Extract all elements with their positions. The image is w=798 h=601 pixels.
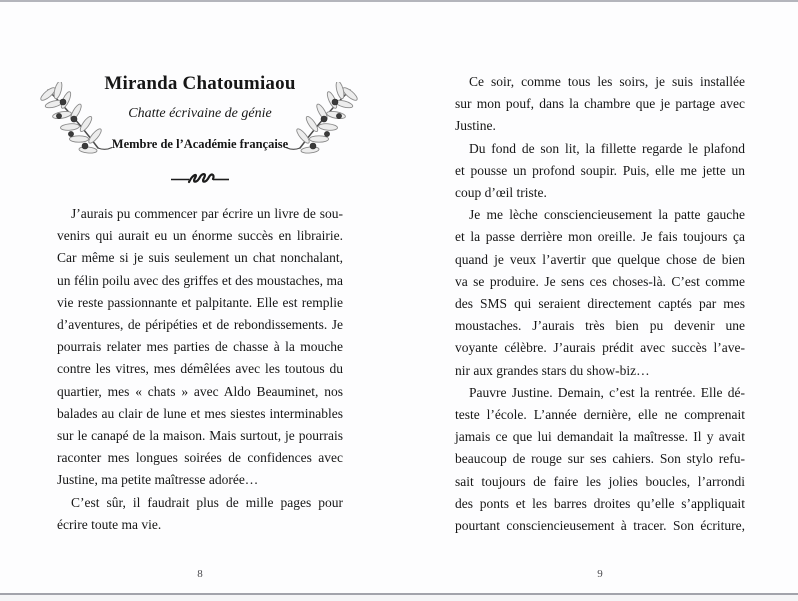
text-line: sur mon pouf, dans la chambre que je partage avec bbox=[455, 96, 745, 112]
text-line: et la passe derrière mon oreille. Je fais toujours ça bbox=[455, 229, 745, 245]
text-line: écrire toute ma vie. bbox=[57, 516, 162, 532]
text-line: Pauvre Justine. Demain, c’est la rentrée. Elle dé- bbox=[469, 384, 745, 400]
knot-divider-icon bbox=[57, 170, 343, 188]
left-page-text bbox=[57, 203, 343, 536]
text-line: et pousse un profond soupir. Puis, elle me jette un bbox=[455, 162, 745, 178]
text-line: Je me lèche consciencieusement la patte gauche bbox=[469, 207, 745, 223]
text-line: Du fond de son lit, la fillette regarde le plafond bbox=[469, 140, 745, 156]
text-line: beaucoup de rouge sur ses cahiers. Son stylo refu- bbox=[455, 451, 745, 467]
paragraph bbox=[455, 382, 745, 537]
paragraph bbox=[57, 492, 343, 536]
right-page-number: 9 bbox=[597, 568, 603, 580]
text-line: balades au clair de lune et mes siestes interminables bbox=[57, 405, 343, 421]
text-line: sur le canapé de la maison. Mais surtout, je pourrais bbox=[57, 428, 343, 444]
bottom-edge-strip bbox=[0, 595, 798, 601]
paragraph bbox=[57, 203, 343, 492]
text-line: pourtant consciencieusement à tracer. Son écriture, bbox=[455, 518, 745, 534]
text-line: C’est sûr, il faudrait plus de mille pages pour bbox=[71, 494, 343, 510]
text-line: venirs qui aurait eu un énorme succès en librairie. bbox=[57, 228, 343, 244]
text-line: voyante célèbre. J’aurais prédit avec succès l’ave- bbox=[455, 340, 745, 356]
text-line: pourrais relater mes parties de chasse à la mouche bbox=[57, 339, 343, 355]
paragraph bbox=[455, 204, 745, 382]
text-line: moustaches. J’aurais très bien pu devenir une bbox=[455, 318, 745, 334]
text-line: Justine. bbox=[455, 118, 496, 134]
text-line: teste l’école. L’année dernière, elle ne comprenait bbox=[455, 407, 745, 423]
text-line: raconter mes longues soirées de confidences avec bbox=[57, 450, 343, 466]
text-line: J’aurais pu commencer par écrire un livre de sou- bbox=[71, 206, 343, 221]
text-line: des SMS qui seraient directement captés par mes bbox=[455, 296, 745, 312]
text-line: Justine, ma petite maîtresse adorée… bbox=[57, 472, 259, 488]
text-line: des ponts et les barres droites qu’elle s’appliquait bbox=[455, 495, 745, 511]
text-line: coup d’œil triste. bbox=[455, 185, 547, 201]
olive-branch-right-icon bbox=[286, 82, 366, 174]
text-line: nir aux grandes stars du show-biz… bbox=[455, 362, 650, 378]
left-page-number: 8 bbox=[197, 568, 203, 580]
text-line: Car même si je suis seulement un chat nonchalant, bbox=[57, 250, 343, 266]
top-edge-line bbox=[0, 0, 798, 2]
text-line: d’aventures, de péripéties et de rebondissements. Je bbox=[57, 317, 343, 333]
paragraph bbox=[455, 71, 745, 138]
text-line: un félin poilu avec des griffes et des moustaches, ma bbox=[57, 272, 343, 288]
text-line: vie reste passionnante et palpitante. Elle est remplie bbox=[57, 294, 343, 310]
right-page-text bbox=[455, 71, 745, 537]
text-line: quand je veux l’avertir que quelque chose de bien bbox=[455, 251, 745, 267]
text-line: quartier, mes « chats » avec Aldo Beauminet, nos bbox=[57, 383, 343, 399]
olive-branch-left-icon bbox=[32, 82, 112, 174]
text-line: contre les vitres, mes démêlées avec les toutous du bbox=[57, 361, 343, 377]
text-line: va se produire. Je sens ces choses-là. C’est comme bbox=[455, 273, 745, 289]
author-title: Miranda Chatoumiaou bbox=[104, 73, 296, 94]
author-affiliation: Membre de l’Académie française bbox=[111, 137, 289, 151]
text-line: Ce soir, comme tous les soirs, je suis installée bbox=[469, 74, 745, 89]
text-line: jamais ce que lui demandait la maîtresse. Il y avait bbox=[455, 429, 745, 445]
author-subtitle: Chatte écrivaine de génie bbox=[128, 106, 272, 121]
paragraph bbox=[455, 138, 745, 205]
text-line: sait toujours de faire les jolies boucles, l’arrondi bbox=[455, 473, 745, 489]
